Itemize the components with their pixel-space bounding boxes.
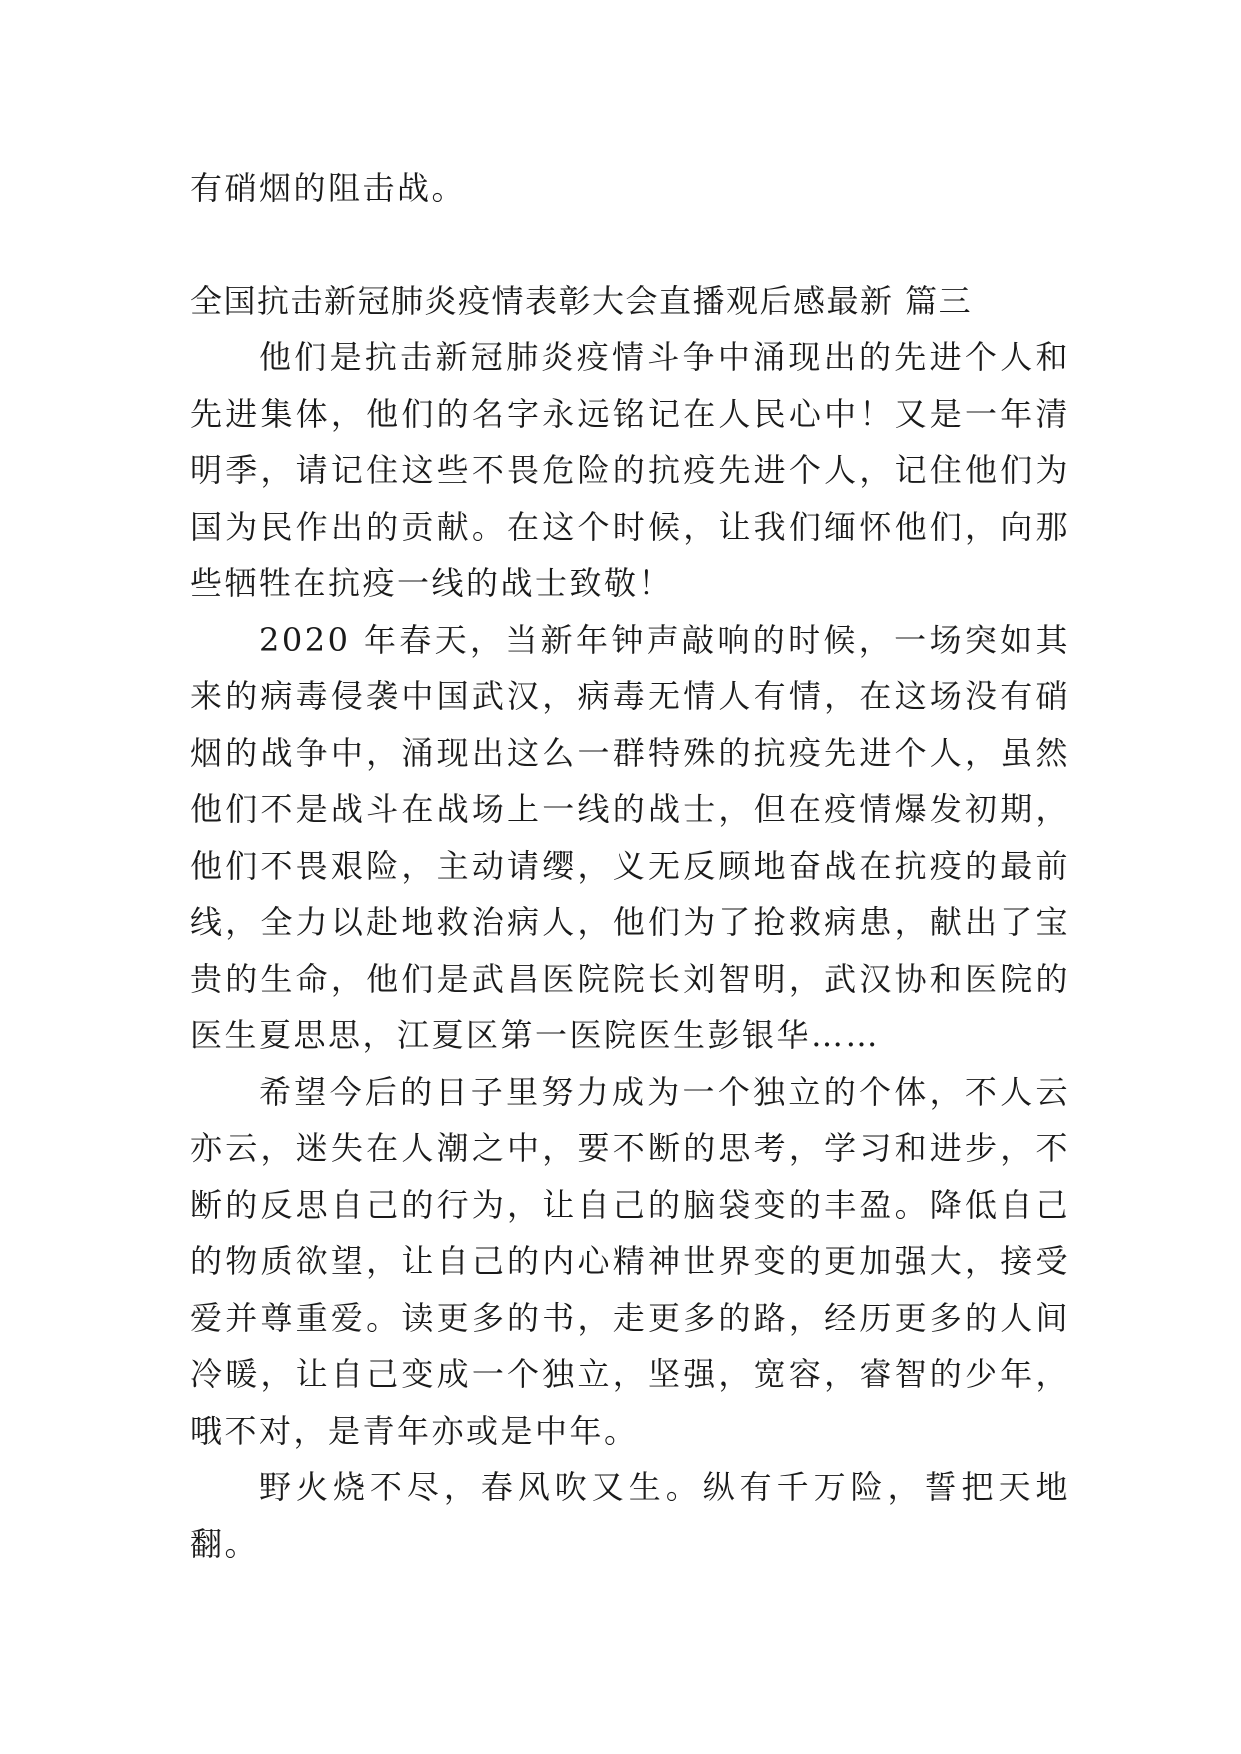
paragraph-3: 希望今后的日子里努力成为一个独立的个体，不人云亦云，迷失在人潮之中，要不断的思考，学习和进步，不断的反思自己的行为，让自己的脑袋变的丰盈。降低自己的物质欲望，让自己的内心精神世界变的更加强大，接受爱并尊重爱。读更多的书，走更多的路，经历更多的人间冷暖，让自己变成一个独立，坚强，宽容，睿智的少年，哦不对，是青年亦或是中年。 bbox=[190, 1072, 1070, 1450]
paragraph-4: 野火烧不尽，春风吹又生。纵有千万险，誓把天地翻。 bbox=[190, 1468, 1070, 1563]
section-heading: 全国抗击新冠肺炎疫情表彰大会直播观后感最新 篇三 bbox=[190, 281, 973, 320]
paragraph-2: 2020 年春天，当新年钟声敲响的时候，一场突如其来的病毒侵袭中国武汉，病毒无情人有情，在这场没有硝烟的战争中，涌现出这么一群特殊的抗疫先进个人，虽然他们不是战斗在战场上一线的战士，但在疫情爆发初期，他们不畏艰险，主动请缨，义无反顾地奋战在抗疫的最前线，全力以赴地救治病人，他们为了抢救病患，献出了宝贵的生命，他们是武昌医院院长刘智明，武汉协和医院的医生夏思思，江夏区第一医院医生彭银华…… bbox=[190, 620, 1070, 1054]
paragraph-gap bbox=[190, 217, 1070, 273]
paragraph-1: 他们是抗击新冠肺炎疫情斗争中涌现出的先进个人和先进集体，他们的名字永远铭记在人民心中！又是一年清明季，请记住这些不畏危险的抗疫先进个人，记住他们为国为民作出的贡献。在这个时候，让我们缅怀他们，向那些牺牲在抗疫一线的战士致敬！ bbox=[190, 338, 1070, 602]
document-body bbox=[190, 160, 1070, 1572]
carryover-line: 有硝烟的阻击战。 bbox=[190, 169, 467, 207]
